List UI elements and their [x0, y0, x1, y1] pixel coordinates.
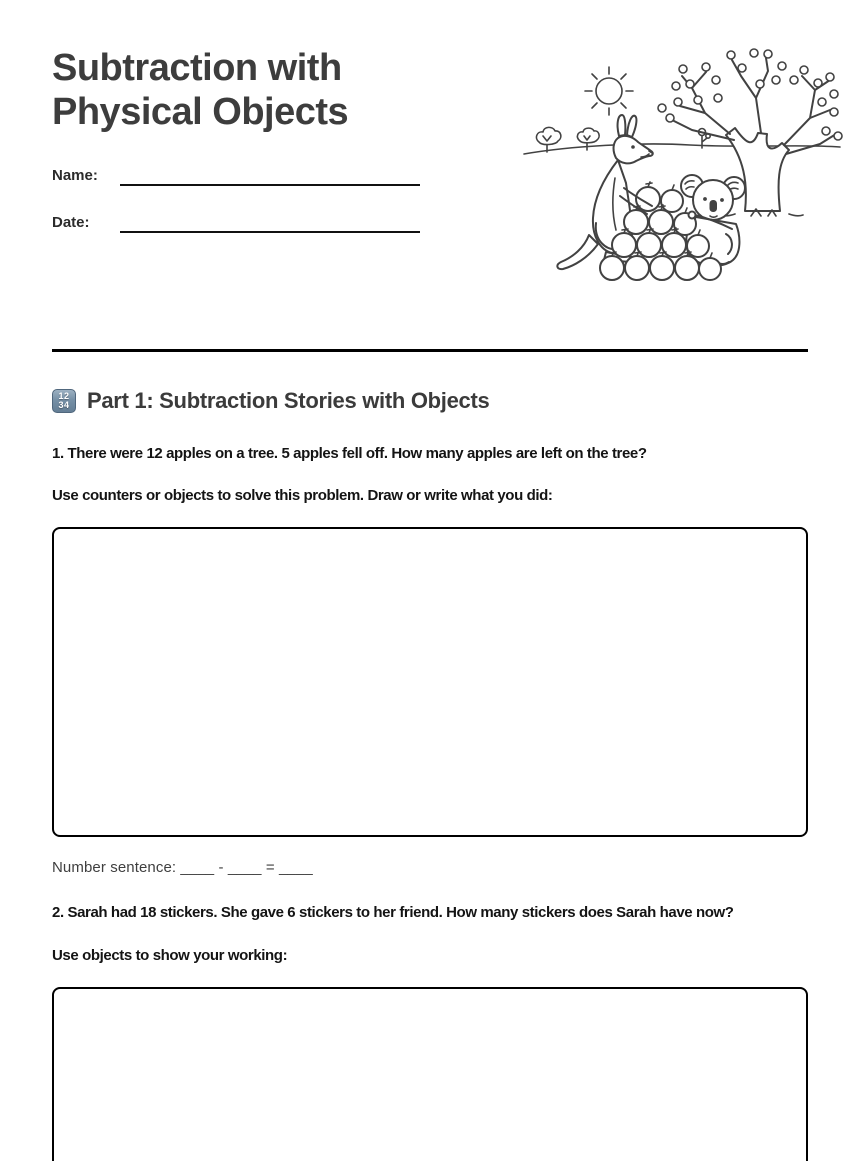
date-field-row: [52, 213, 420, 233]
number-sentence-line[interactable]: Number sentence: ____ - ____ = ____: [52, 859, 313, 876]
sun-icon: [585, 67, 633, 115]
name-input-line[interactable]: [120, 166, 420, 186]
input-numbers-icon: [52, 389, 76, 413]
input-numbers-icon-top: 12: [58, 391, 70, 401]
question-2-instruction: Use objects to show your working:: [52, 947, 288, 964]
page-title-line2: Physical Objects: [52, 91, 349, 133]
section-divider: [52, 349, 808, 352]
question-2-text: 2. Sarah had 18 stickers. She gave 6 stickers to her friend. How many stickers does Sarah have now?: [52, 904, 734, 921]
date-label: Date:: [52, 214, 90, 231]
name-label: Name:: [52, 167, 98, 184]
input-numbers-icon-bottom: 34: [58, 400, 70, 410]
part1-heading-text: Part 1: Subtraction Stories with Objects: [87, 388, 490, 413]
page-title-line1: Subtraction with: [52, 47, 342, 89]
name-field-row: [52, 166, 420, 186]
bush-icon: [536, 127, 560, 152]
question-1-text: 1. There were 12 apples on a tree. 5 apples fell off. How many apples are left on the tree?: [52, 445, 647, 462]
kangaroo-koala-apples-illustration: [520, 38, 848, 300]
line-art-scene: [520, 38, 848, 300]
part1-heading: [52, 388, 808, 414]
koala-paw: [689, 212, 696, 219]
question-1-answer-box[interactable]: [52, 527, 808, 837]
question-2-answer-box[interactable]: [52, 987, 808, 1161]
date-input-line[interactable]: [120, 213, 420, 233]
question-1-instruction: Use counters or objects to solve this problem. Draw or write what you did:: [52, 487, 553, 504]
